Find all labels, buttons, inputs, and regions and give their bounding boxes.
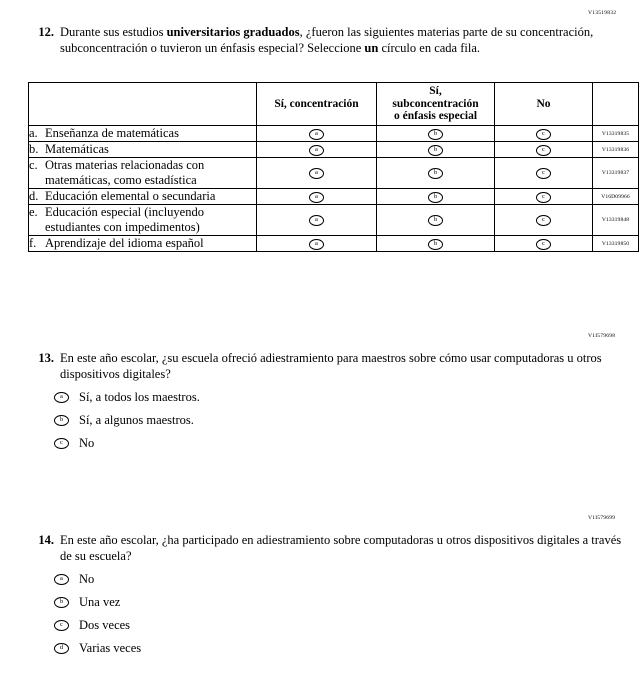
matrix-header-row bbox=[29, 83, 639, 126]
matrix-row-c-label-cell bbox=[29, 158, 257, 189]
matrix-header-subconcentracion-line3: o énfasis especial bbox=[393, 110, 478, 123]
table-row bbox=[29, 236, 639, 252]
bubble-icon[interactable]: b bbox=[428, 168, 443, 179]
question-13 bbox=[28, 350, 622, 459]
bubble-icon[interactable]: b bbox=[428, 145, 443, 156]
matrix-table-wrapper bbox=[28, 82, 639, 252]
matrix-row-d-option-1[interactable] bbox=[257, 189, 377, 205]
matrix-row-e-option-2[interactable] bbox=[377, 205, 495, 236]
matrix-row-f-option-1[interactable] bbox=[257, 236, 377, 252]
matrix-row-f-label-cell bbox=[29, 236, 257, 252]
matrix-row-b-option-1[interactable] bbox=[257, 142, 377, 158]
q12-text-bold1: universitarios graduados bbox=[166, 25, 300, 39]
question-12-text bbox=[60, 24, 622, 56]
bubble-icon[interactable]: a bbox=[309, 215, 324, 226]
matrix-row-e-option-3[interactable] bbox=[495, 205, 593, 236]
bubble-icon[interactable]: c bbox=[536, 239, 551, 250]
matrix-row-a-option-3[interactable] bbox=[495, 126, 593, 142]
matrix-row-c-option-2[interactable] bbox=[377, 158, 495, 189]
q12-text-part2: , ¿fueron las siguientes materias parte de su concentración, subconcentración o tuvieron un énfasis especial? Seleccione bbox=[60, 25, 594, 55]
matrix-row-c-label: Otras materias relacionadas con matemáticas, como estadística bbox=[45, 158, 205, 187]
matrix-header-subconcentracion bbox=[377, 83, 495, 126]
bubble-icon[interactable]: c bbox=[536, 192, 551, 203]
question-13-option-2[interactable] bbox=[54, 413, 622, 428]
table-row bbox=[29, 126, 639, 142]
matrix-row-d-label-cell bbox=[29, 189, 257, 205]
bubble-icon[interactable]: a bbox=[54, 574, 69, 585]
matrix-row-e-letter: e. bbox=[29, 205, 38, 219]
q12-text-part1: Durante sus estudios bbox=[60, 25, 167, 39]
bubble-icon[interactable]: c bbox=[536, 168, 551, 179]
question-14-option-3[interactable] bbox=[54, 618, 622, 633]
question-13-number: 13. bbox=[38, 351, 54, 365]
matrix-row-a-option-1[interactable] bbox=[257, 126, 377, 142]
matrix-row-a-letter: a. bbox=[29, 126, 38, 140]
question-14-option-4-label: Varias veces bbox=[79, 641, 142, 655]
bubble-icon[interactable]: b bbox=[428, 129, 443, 140]
bubble-icon[interactable]: c bbox=[54, 620, 69, 631]
matrix-row-b-label: Matemáticas bbox=[45, 142, 109, 156]
question-14-text: En este año escolar, ¿ha participado en adiestramiento sobre computadoras u otros dispositivos digitales a través de su escuela? bbox=[60, 533, 622, 563]
matrix-header-subconcentracion-line1: Sí, bbox=[429, 84, 442, 97]
question-12 bbox=[28, 24, 622, 56]
question-14-option-2-label: Una vez bbox=[79, 595, 121, 609]
bubble-icon[interactable]: c bbox=[536, 129, 551, 140]
question-13-text: En este año escolar, ¿su escuela ofreció adiestramiento para maestros sobre cómo usar computadoras u otros dispositivos digitales? bbox=[60, 351, 602, 381]
question-14-number: 14. bbox=[38, 533, 54, 547]
matrix-row-f-letter: f. bbox=[29, 236, 37, 250]
matrix-header-concentracion: Sí, concentración bbox=[257, 83, 377, 126]
table-row bbox=[29, 142, 639, 158]
matrix-row-b-option-2[interactable] bbox=[377, 142, 495, 158]
matrix-row-f-option-3[interactable] bbox=[495, 236, 593, 252]
matrix-row-a-label: Enseñanza de matemáticas bbox=[45, 126, 179, 140]
q12-text-bold2: un bbox=[364, 41, 379, 55]
question-14-option-1-label: No bbox=[79, 572, 95, 586]
bubble-icon[interactable]: a bbox=[309, 129, 324, 140]
question-14-option-3-label: Dos veces bbox=[79, 618, 131, 632]
question-14-option-2[interactable] bbox=[54, 595, 622, 610]
question-14 bbox=[28, 532, 622, 664]
bubble-icon[interactable]: b bbox=[54, 415, 69, 426]
matrix-row-c-varid: V13319837 bbox=[593, 158, 639, 189]
matrix-row-d-letter: d. bbox=[29, 189, 39, 203]
matrix-row-c-option-3[interactable] bbox=[495, 158, 593, 189]
matrix-header-blank bbox=[29, 83, 257, 126]
matrix-row-a-varid: V13319835 bbox=[593, 126, 639, 142]
matrix-row-f-label: Aprendizaje del idioma español bbox=[45, 236, 204, 250]
matrix-row-e-label: Educación especial (incluyendo estudiantes con impedimentos) bbox=[45, 205, 204, 234]
bubble-icon[interactable]: b bbox=[428, 239, 443, 250]
matrix-row-d-label: Educación elemental o secundaria bbox=[45, 189, 216, 203]
question-13-option-3-label: No bbox=[79, 436, 95, 450]
matrix-row-b-letter: b. bbox=[29, 142, 39, 156]
question-14-option-1[interactable] bbox=[54, 572, 622, 587]
varid-q13: V1I579698 bbox=[588, 333, 616, 339]
bubble-icon[interactable]: a bbox=[309, 239, 324, 250]
matrix-row-f-varid: V13319850 bbox=[593, 236, 639, 252]
question-14-option-4[interactable] bbox=[54, 641, 622, 656]
table-row bbox=[29, 205, 639, 236]
bubble-icon[interactable]: b bbox=[54, 597, 69, 608]
question-14-options bbox=[54, 572, 622, 656]
bubble-icon[interactable]: c bbox=[536, 215, 551, 226]
matrix-row-b-label-cell bbox=[29, 142, 257, 158]
matrix-table bbox=[28, 82, 639, 252]
matrix-header-subconcentracion-line2: subconcentración bbox=[392, 97, 479, 110]
bubble-icon[interactable]: c bbox=[54, 438, 69, 449]
matrix-row-c-option-1[interactable] bbox=[257, 158, 377, 189]
question-13-option-1[interactable] bbox=[54, 390, 622, 405]
bubble-icon[interactable]: a bbox=[54, 392, 69, 403]
question-12-number: 12. bbox=[38, 25, 54, 39]
q12-text-part3: círculo en cada fila. bbox=[378, 41, 480, 55]
matrix-row-a-option-2[interactable] bbox=[377, 126, 495, 142]
matrix-row-c-letter: c. bbox=[29, 158, 38, 172]
varid-q14: V1I579699 bbox=[588, 515, 616, 521]
matrix-row-b-option-3[interactable] bbox=[495, 142, 593, 158]
matrix-row-f-option-2[interactable] bbox=[377, 236, 495, 252]
bubble-icon[interactable]: d bbox=[54, 643, 69, 654]
question-13-option-2-label: Sí, a algunos maestros. bbox=[79, 413, 194, 427]
varid-q12: V13519832 bbox=[588, 10, 617, 16]
matrix-row-d-option-3[interactable] bbox=[495, 189, 593, 205]
matrix-row-d-varid: V16D09966 bbox=[593, 189, 639, 205]
matrix-row-e-label-cell bbox=[29, 205, 257, 236]
matrix-row-d-option-2[interactable] bbox=[377, 189, 495, 205]
bubble-icon[interactable]: b bbox=[428, 192, 443, 203]
question-13-options bbox=[54, 390, 622, 451]
table-row bbox=[29, 189, 639, 205]
bubble-icon[interactable]: b bbox=[428, 215, 443, 226]
matrix-header-varid bbox=[593, 83, 639, 126]
bubble-icon[interactable]: a bbox=[309, 145, 324, 156]
question-13-option-1-label: Sí, a todos los maestros. bbox=[79, 390, 200, 404]
bubble-icon[interactable]: a bbox=[309, 192, 324, 203]
bubble-icon[interactable]: c bbox=[536, 145, 551, 156]
matrix-row-e-option-1[interactable] bbox=[257, 205, 377, 236]
matrix-row-e-varid: V13319848 bbox=[593, 205, 639, 236]
bubble-icon[interactable]: a bbox=[309, 168, 324, 179]
matrix-row-b-varid: V13319836 bbox=[593, 142, 639, 158]
table-row bbox=[29, 158, 639, 189]
matrix-header-no: No bbox=[495, 83, 593, 126]
matrix-row-a-label-cell bbox=[29, 126, 257, 142]
question-13-option-3[interactable] bbox=[54, 436, 622, 451]
